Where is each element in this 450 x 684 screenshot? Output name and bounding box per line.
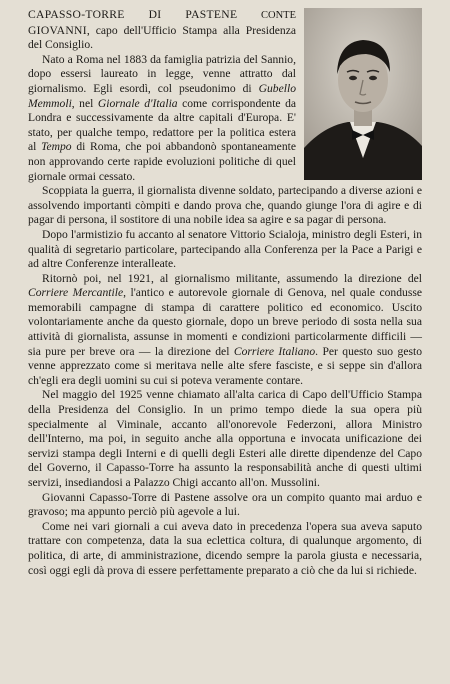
p4-newspaper-2: Corriere Italiano [233, 344, 316, 358]
p1-text-a: Nato a Roma nel 1883 da famiglia patrizia del Sannio, dopo essersi laureato in legge, venne attratto dal giornalismo. Egli esordì, col pseudonimo di [28, 52, 296, 95]
portrait-photo [304, 8, 422, 180]
paragraph-3: Dopo l'armistizio fu accanto al senatore Vittorio Scialoja, ministro degli Esteri, in qualità di segretario particolare, partecipando alla Conferenza per la Pace a Parigi e ad altre Conferenze interalleate. [28, 227, 422, 271]
p4-text-a: Ritornò poi, nel 1921, al giornalismo militante, assumendo la direzione del [42, 271, 422, 285]
p1-newspaper-1: Giornale d'Italia [97, 96, 178, 110]
paragraph-1 [28, 53, 296, 184]
paragraph-2: Scoppiata la guerra, il giornalista divenne soldato, partecipando a diverse azioni e assolvendo importanti còmpiti e dando prova che, quando giunge l'ora di agire e di pagar di persona, il sostitore di una nobile idea sa agire e sa pagar di persona. [28, 184, 422, 227]
person-surname: CAPASSO-TORRE DI PASTENE [28, 8, 238, 21]
heading-intro: , capo dell'Ufficio Stampa alla Presidenza del Consiglio. [28, 23, 296, 52]
p1-pseudonym: Gubello Memmoli [28, 81, 296, 110]
paragraph-5: Nel maggio del 1925 venne chiamato all'alta carica di Capo dell'Ufficio Stampa della Presidenza del Consiglio. In un primo tempo diede la sua opera più specialmente al Viminale, accanto all'onorevole Federzoni, allora Ministro dell'Interno, ma poi, in seguito anche alla opportuna e invocata unificazione dei servizi stampa degli Interni e di quelli degli Esteri alle dirette dipendenze del Capo del Governo, il Capasso-Torre ha assunto la responsabilità anche di questi ultimi servizi, insediandosi a Palazzo Chigi accanto all'on. Mussolini. [28, 388, 422, 489]
paragraph-4 [28, 272, 422, 389]
article-top-column [28, 8, 296, 184]
p4-text-b: , l'antico e autorevole giornale di Genova, nel quale condusse memorabili campagne di stampa di carattere politico ed economico. Uscito volontariamente anche da questo giornale, dopo un breve periodo di sosta nella sua attività di giornalista, assunse in momenti e condizioni particolarmente difficili — sia pure per breve ora — la direzione del [28, 286, 422, 358]
p4-newspaper-1: Corriere Mercantile [28, 286, 124, 300]
paragraph-6: Giovanni Capasso-Torre di Pastene assolve ora un compito quanto mai arduo e gravoso; ma appunto perciò più agevole a lui. [28, 490, 422, 519]
portrait-image [304, 8, 422, 180]
p1-newspaper-2: Tempo [41, 140, 72, 154]
p4-text-c: . Per questo suo gesto venne apprezzato come si meritava nelle alte sfere fasciste, e si seppe sin d'allora ch'egli era degli uomini su cui si poteva veramente contare. [28, 344, 422, 387]
p1-text-c: come corrispondente da Londra e successivamente da altre capitali d'Europa. E' stato, per qualche tempo, redattore per la politica estera al [28, 96, 297, 154]
p1-text-d: di Roma, che poi abbandonò spontaneamente non approvando certe rapide evoluzioni politiche di quel giornale ormai cessato. [28, 140, 296, 183]
paragraph-7: Come nei vari giornali a cui aveva dato in precedenza l'opera sua aveva saputo trattare con competenza, data la sua eclettica coltura, di qualunque argomento, di politica, di arte, di amministrazione, dicendo sempre la parola giusta e necessaria, così oggi egli dà prova di essere perfettamente preparato a ciò che da lui si richiede. [28, 519, 422, 577]
p1-text-b: , nel [71, 96, 98, 110]
person-given-name: GIOVANNI [28, 23, 87, 37]
person-title: CONTE [261, 10, 296, 21]
article-heading [28, 8, 296, 53]
